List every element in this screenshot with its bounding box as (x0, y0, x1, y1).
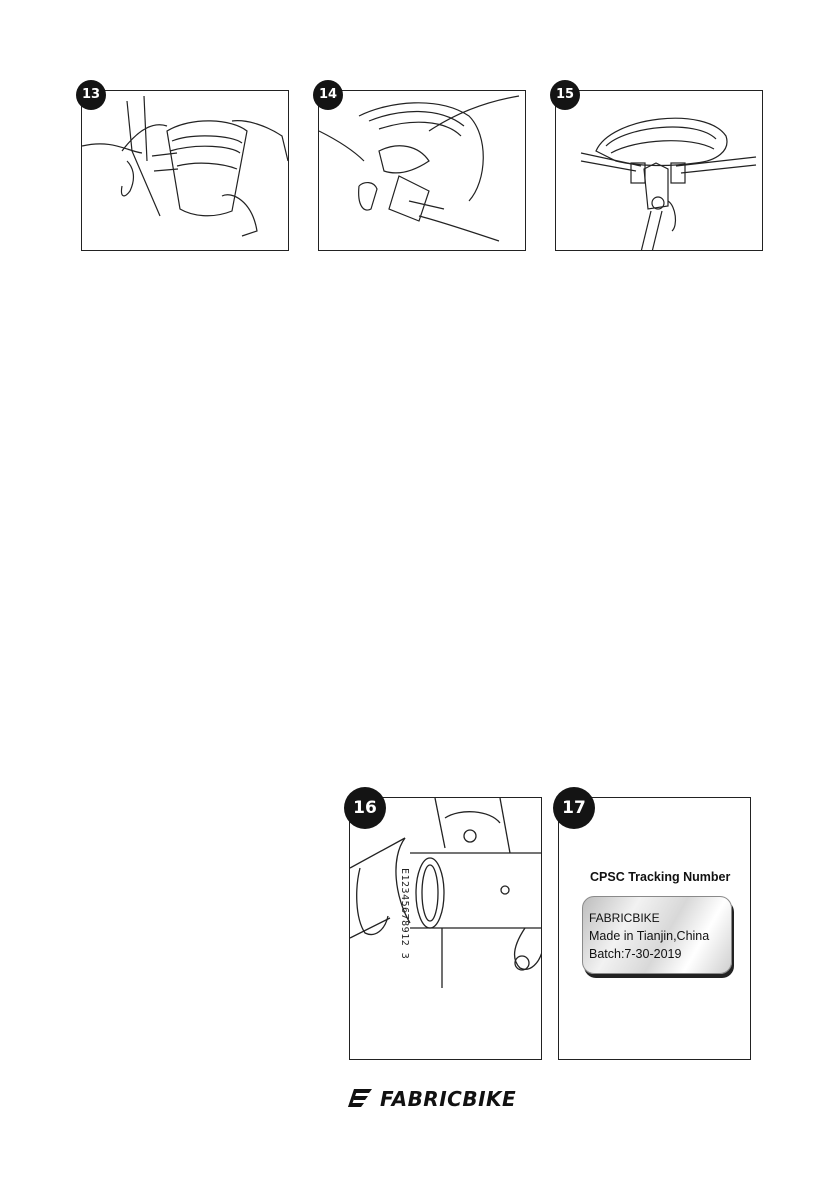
clamp-tighten-drawing (319, 91, 526, 251)
cpsc-origin: Made in Tianjin,China (589, 929, 710, 943)
basket-mount-drawing (82, 91, 289, 251)
cpsc-brand: FABRICBIKE (589, 911, 660, 925)
cpsc-label-plate (582, 896, 732, 974)
step-13-badge: 13 (76, 80, 106, 110)
step-15-badge: 15 (550, 80, 580, 110)
step-14-illustration (318, 90, 526, 251)
step-13-illustration (81, 90, 289, 251)
fabricbike-logo-icon (348, 1089, 372, 1109)
basket-installed-drawing (556, 91, 763, 251)
step-14-badge: 14 (313, 80, 343, 110)
cpsc-batch: Batch:7-30-2019 (589, 947, 682, 961)
step-15-illustration (555, 90, 763, 251)
frame-serial-number: E12345678912 3 (399, 868, 410, 960)
cpsc-title: CPSC Tracking Number (590, 870, 731, 884)
step-16-badge: 16 (344, 787, 386, 829)
step-17-badge: 17 (553, 787, 595, 829)
logo-wordmark: FABRICBIKE (380, 1087, 517, 1111)
fabricbike-logo (348, 1087, 516, 1111)
step-16-illustration (349, 797, 542, 1060)
frame-serial-location-drawing (350, 798, 542, 1060)
